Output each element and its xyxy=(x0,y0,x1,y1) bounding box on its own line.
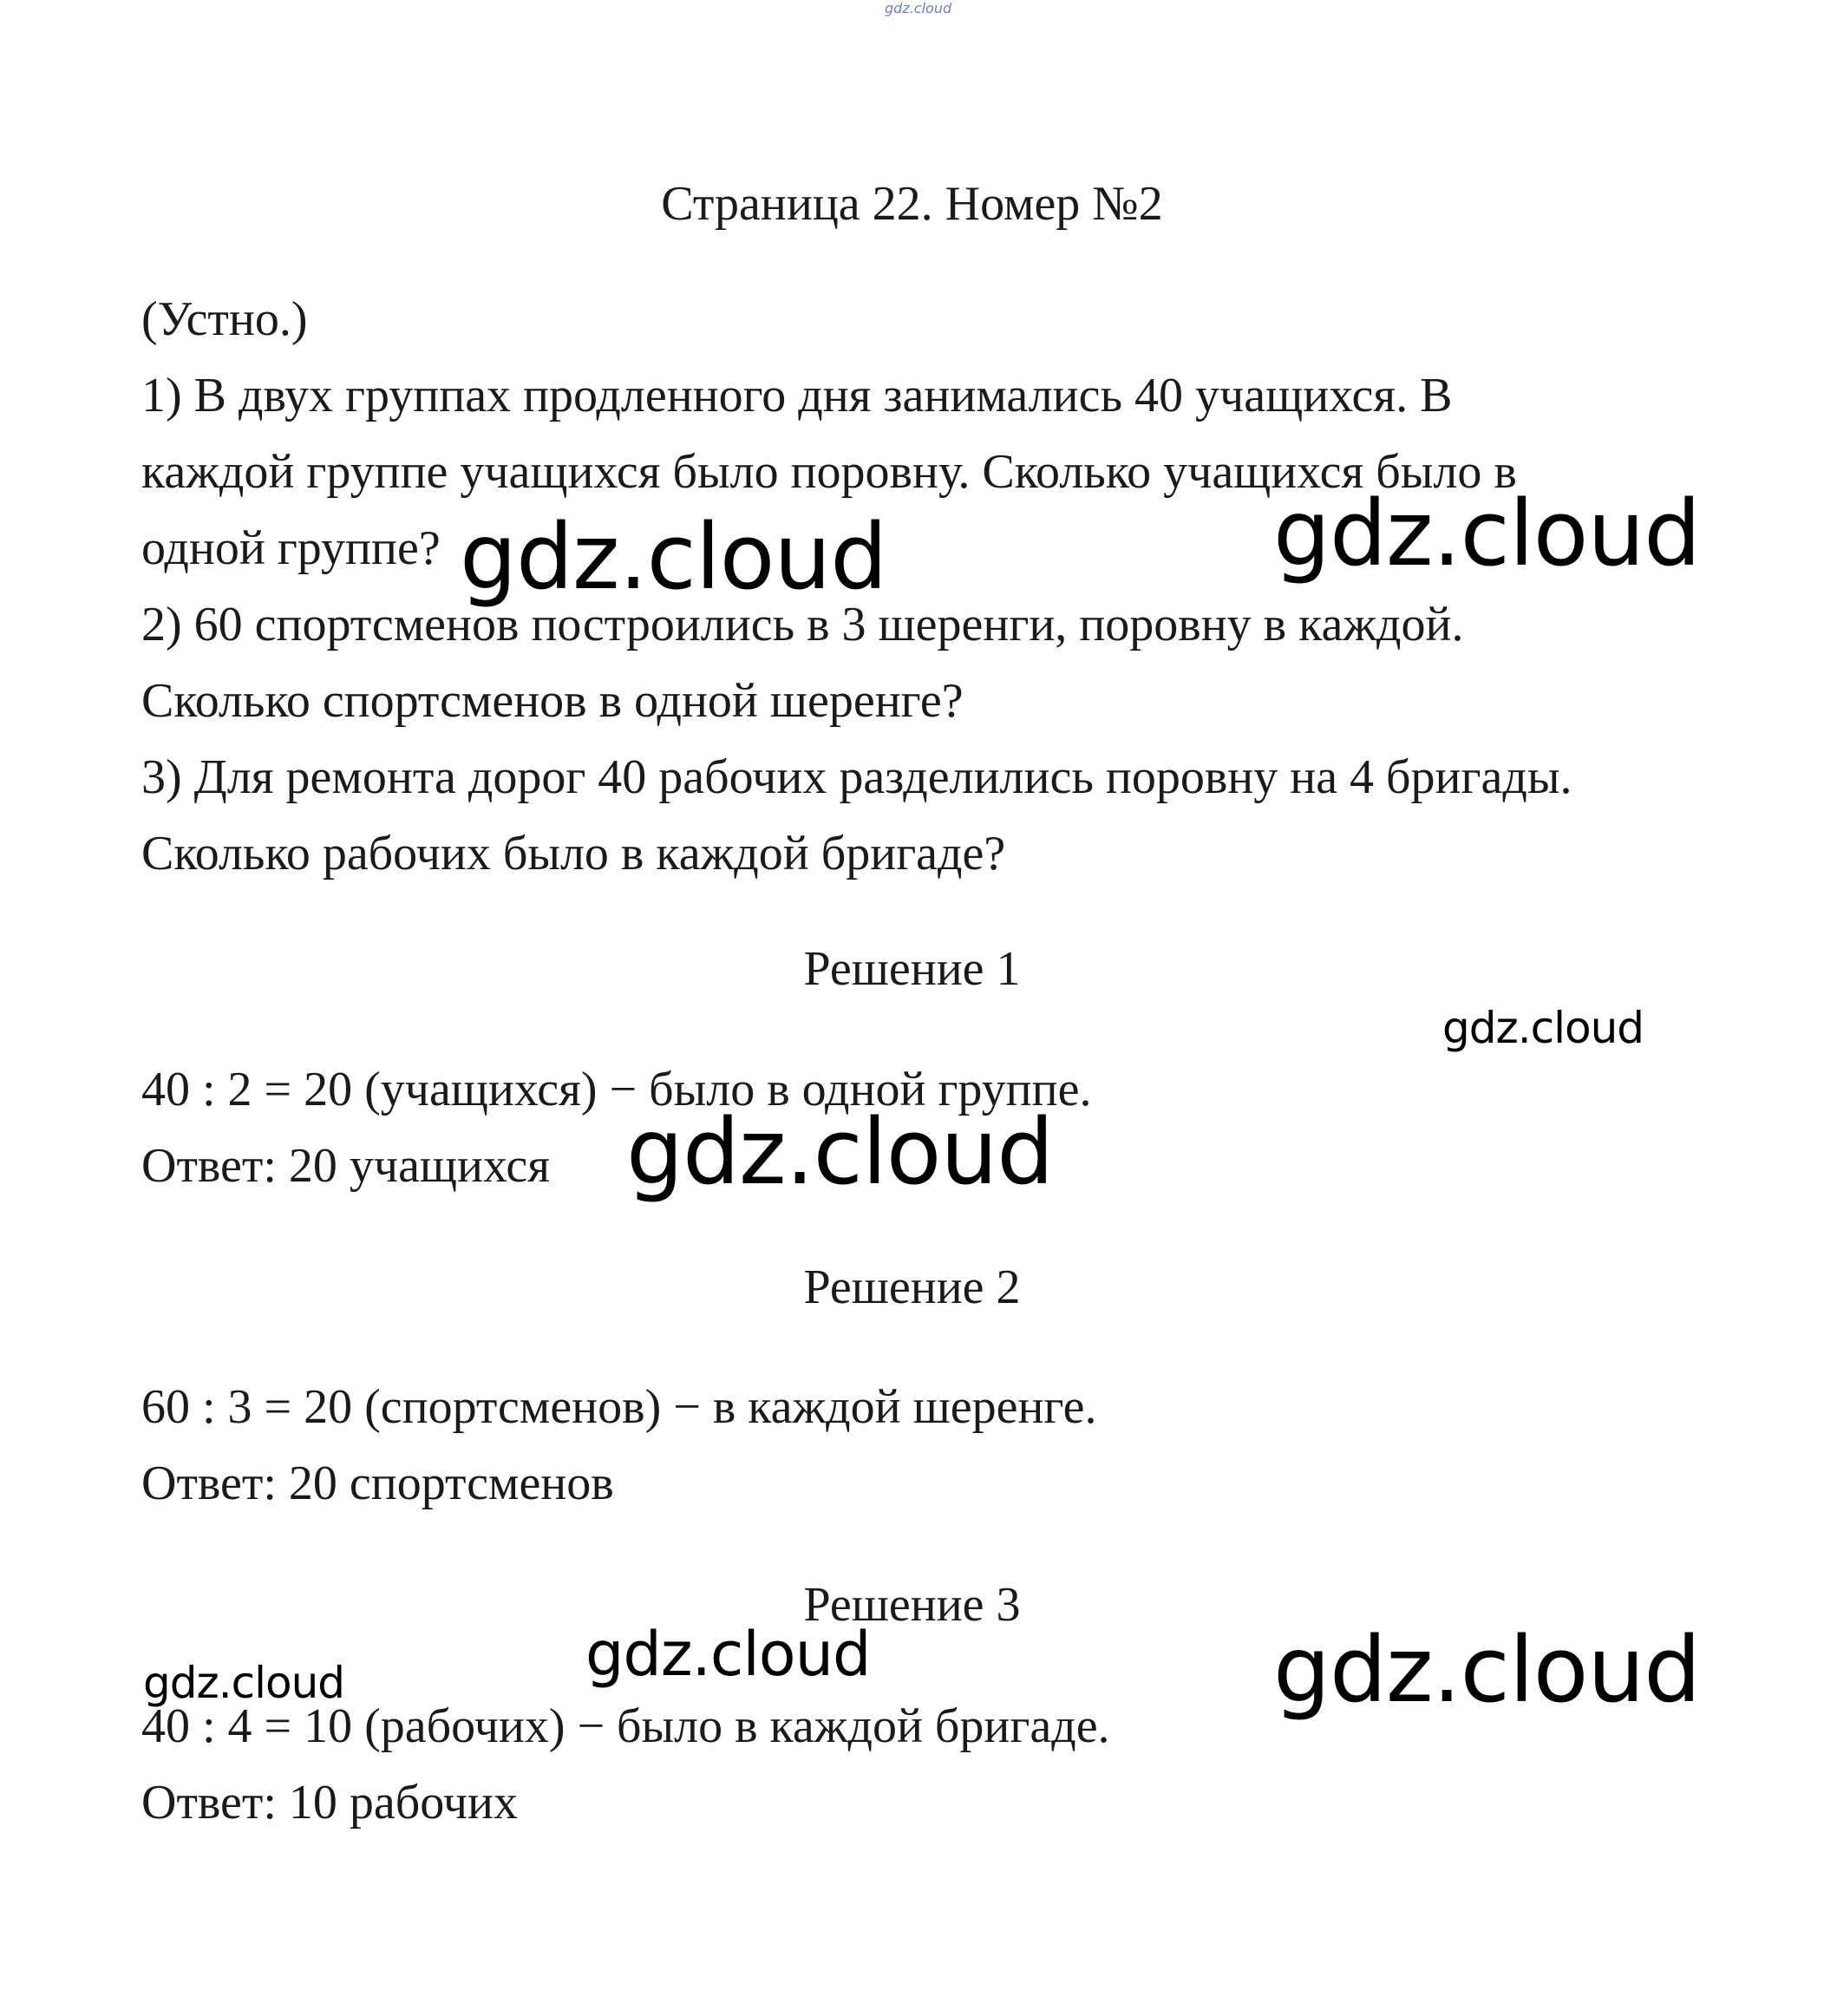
solution-2-heading: Решение 2 xyxy=(803,1260,1021,1314)
solution-1-answer: Ответ: 20 учащихся xyxy=(141,1139,551,1193)
solution-2-calc: 60 : 3 = 20 (спортсменов) − в каждой шеренге. xyxy=(141,1380,1097,1434)
watermark: gdz.cloud xyxy=(1442,1003,1644,1053)
solution-3-heading: Решение 3 xyxy=(803,1578,1021,1632)
watermark: gdz.cloud xyxy=(1273,1617,1701,1723)
task-line-2: каждой группе учащихся было поровну. Сколько учащихся было в xyxy=(141,445,1517,499)
solution-1-heading: Решение 1 xyxy=(803,942,1021,996)
watermark: gdz.cloud xyxy=(626,1099,1054,1205)
watermark-top: gdz.cloud xyxy=(885,0,952,16)
watermark: gdz.cloud xyxy=(460,504,887,610)
task-line-1: 1) В двух группах продленного дня занимались 40 учащихся. В xyxy=(141,369,1453,422)
watermark: gdz.cloud xyxy=(1273,481,1701,586)
page-title: Страница 22. Номер №2 xyxy=(661,177,1163,231)
solution-2-answer: Ответ: 20 спортсменов xyxy=(141,1456,614,1510)
watermark: gdz.cloud xyxy=(585,1619,871,1690)
solution-3-calc: 40 : 4 = 10 (рабочих) − было в каждой бригаде. xyxy=(141,1699,1110,1753)
watermark: gdz.cloud xyxy=(143,1658,345,1708)
task-mode: (Устно.) xyxy=(141,292,308,346)
task-line-3: одной группе? xyxy=(141,521,441,575)
task-line-7: Сколько рабочих было в каждой бригаде? xyxy=(141,827,1006,880)
solution-3-answer: Ответ: 10 рабочих xyxy=(141,1776,518,1829)
task-line-5: Сколько спортсменов в одной шеренге? xyxy=(141,674,964,728)
task-line-6: 3) Для ремонта дорог 40 рабочих разделились поровну на 4 бригады. xyxy=(141,750,1572,804)
task-line-4: 2) 60 спортсменов построились в 3 шеренги, поровну в каждой. xyxy=(141,598,1464,651)
solution-1-calc: 40 : 2 = 20 (учащихся) − было в одной группе. xyxy=(141,1063,1092,1116)
